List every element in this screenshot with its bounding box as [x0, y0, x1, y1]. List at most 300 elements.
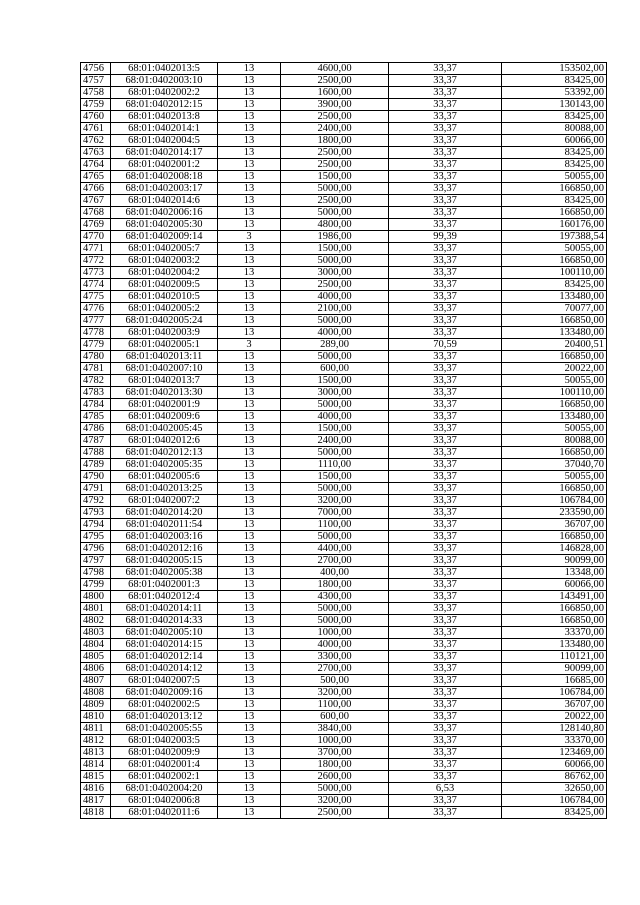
area-cell: 4000,00 — [281, 327, 389, 339]
category-code-cell: 13 — [218, 711, 281, 723]
category-code-cell: 13 — [218, 63, 281, 75]
category-code-cell: 13 — [218, 531, 281, 543]
area-cell: 5000,00 — [281, 615, 389, 627]
rate-cell: 33,37 — [389, 447, 502, 459]
area-cell: 2100,00 — [281, 303, 389, 315]
area-cell: 600,00 — [281, 363, 389, 375]
row-number-cell: 4766 — [81, 183, 111, 195]
table-row — [81, 255, 607, 267]
category-code-cell: 13 — [218, 315, 281, 327]
cadastral-number-cell: 68:01:0402003:2 — [111, 255, 218, 267]
table-row — [81, 675, 607, 687]
value-cell: 83425,00 — [502, 807, 607, 819]
table-row — [81, 723, 607, 735]
cadastral-number-cell: 68:01:0402013:12 — [111, 711, 218, 723]
area-cell: 3840,00 — [281, 723, 389, 735]
row-number-cell: 4811 — [81, 723, 111, 735]
value-cell: 166850,00 — [502, 531, 607, 543]
cadastral-number-cell: 68:01:0402013:7 — [111, 375, 218, 387]
cadastral-number-cell: 68:01:0402014:1 — [111, 123, 218, 135]
area-cell: 2700,00 — [281, 555, 389, 567]
cadastral-number-cell: 68:01:0402014:12 — [111, 663, 218, 675]
category-code-cell: 3 — [218, 231, 281, 243]
table-row — [81, 399, 607, 411]
area-cell: 1100,00 — [281, 699, 389, 711]
row-number-cell: 4781 — [81, 363, 111, 375]
value-cell: 50055,00 — [502, 423, 607, 435]
row-number-cell: 4777 — [81, 315, 111, 327]
table-row — [81, 327, 607, 339]
area-cell: 1986,00 — [281, 231, 389, 243]
area-cell: 3000,00 — [281, 267, 389, 279]
cadastral-number-cell: 68:01:0402013:11 — [111, 351, 218, 363]
rate-cell: 33,37 — [389, 543, 502, 555]
row-number-cell: 4790 — [81, 471, 111, 483]
area-cell: 5000,00 — [281, 483, 389, 495]
category-code-cell: 13 — [218, 555, 281, 567]
category-code-cell: 13 — [218, 543, 281, 555]
category-code-cell: 13 — [218, 159, 281, 171]
category-code-cell: 3 — [218, 339, 281, 351]
row-number-cell: 4775 — [81, 291, 111, 303]
table-row — [81, 183, 607, 195]
value-cell: 50055,00 — [502, 171, 607, 183]
area-cell: 4600,00 — [281, 63, 389, 75]
area-cell: 1600,00 — [281, 87, 389, 99]
cadastral-number-cell: 68:01:0402003:17 — [111, 183, 218, 195]
row-number-cell: 4773 — [81, 267, 111, 279]
rate-cell: 33,37 — [389, 315, 502, 327]
rate-cell: 33,37 — [389, 687, 502, 699]
rate-cell: 33,37 — [389, 423, 502, 435]
category-code-cell: 13 — [218, 579, 281, 591]
value-cell: 83425,00 — [502, 279, 607, 291]
cadastral-number-cell: 68:01:0402003:10 — [111, 75, 218, 87]
row-number-cell: 4779 — [81, 339, 111, 351]
table-row — [81, 699, 607, 711]
rate-cell: 33,37 — [389, 87, 502, 99]
row-number-cell: 4759 — [81, 99, 111, 111]
category-code-cell: 13 — [218, 615, 281, 627]
table-row — [81, 291, 607, 303]
value-cell: 128140,80 — [502, 723, 607, 735]
category-code-cell: 13 — [218, 363, 281, 375]
table-row — [81, 315, 607, 327]
row-number-cell: 4814 — [81, 759, 111, 771]
category-code-cell: 13 — [218, 759, 281, 771]
area-cell: 400,00 — [281, 567, 389, 579]
value-cell: 60066,00 — [502, 759, 607, 771]
rate-cell: 33,37 — [389, 159, 502, 171]
area-cell: 5000,00 — [281, 531, 389, 543]
table-row — [81, 447, 607, 459]
table-row — [81, 135, 607, 147]
rate-cell: 33,37 — [389, 411, 502, 423]
area-cell: 2500,00 — [281, 279, 389, 291]
value-cell: 146828,00 — [502, 543, 607, 555]
category-code-cell: 13 — [218, 627, 281, 639]
value-cell: 20022,00 — [502, 363, 607, 375]
area-cell: 5000,00 — [281, 603, 389, 615]
value-cell: 166850,00 — [502, 183, 607, 195]
rate-cell: 33,37 — [389, 507, 502, 519]
value-cell: 83425,00 — [502, 147, 607, 159]
value-cell: 166850,00 — [502, 399, 607, 411]
row-number-cell: 4808 — [81, 687, 111, 699]
row-number-cell: 4771 — [81, 243, 111, 255]
rate-cell: 33,37 — [389, 219, 502, 231]
category-code-cell: 13 — [218, 279, 281, 291]
table-row — [81, 627, 607, 639]
category-code-cell: 13 — [218, 243, 281, 255]
rate-cell: 33,37 — [389, 303, 502, 315]
cadastral-number-cell: 68:01:0402014:6 — [111, 195, 218, 207]
table-row — [81, 555, 607, 567]
area-cell: 5000,00 — [281, 783, 389, 795]
row-number-cell: 4809 — [81, 699, 111, 711]
cadastral-number-cell: 68:01:0402005:1 — [111, 339, 218, 351]
cadastral-number-cell: 68:01:0402014:11 — [111, 603, 218, 615]
row-number-cell: 4760 — [81, 111, 111, 123]
category-code-cell: 13 — [218, 303, 281, 315]
table-row — [81, 519, 607, 531]
area-cell: 5000,00 — [281, 399, 389, 411]
area-cell: 1500,00 — [281, 471, 389, 483]
row-number-cell: 4782 — [81, 375, 111, 387]
rate-cell: 33,37 — [389, 579, 502, 591]
rate-cell: 33,37 — [389, 267, 502, 279]
value-cell: 166850,00 — [502, 615, 607, 627]
table-row — [81, 207, 607, 219]
row-number-cell: 4767 — [81, 195, 111, 207]
rate-cell: 33,37 — [389, 435, 502, 447]
table-row — [81, 807, 607, 819]
category-code-cell: 13 — [218, 807, 281, 819]
rate-cell: 33,37 — [389, 195, 502, 207]
category-code-cell: 13 — [218, 375, 281, 387]
rate-cell: 33,37 — [389, 519, 502, 531]
table-row — [81, 579, 607, 591]
rate-cell: 33,37 — [389, 615, 502, 627]
row-number-cell: 4778 — [81, 327, 111, 339]
cadastral-number-cell: 68:01:0402001:2 — [111, 159, 218, 171]
category-code-cell: 13 — [218, 783, 281, 795]
category-code-cell: 13 — [218, 723, 281, 735]
category-code-cell: 13 — [218, 795, 281, 807]
category-code-cell: 13 — [218, 747, 281, 759]
table-row — [81, 303, 607, 315]
table-row — [81, 339, 607, 351]
row-number-cell: 4798 — [81, 567, 111, 579]
cadastral-number-cell: 68:01:0402010:5 — [111, 291, 218, 303]
table-row — [81, 63, 607, 75]
value-cell: 160176,00 — [502, 219, 607, 231]
table-row — [81, 759, 607, 771]
table-row — [81, 711, 607, 723]
table-row — [81, 99, 607, 111]
category-code-cell: 13 — [218, 699, 281, 711]
cadastral-number-cell: 68:01:0402009:9 — [111, 747, 218, 759]
table-row — [81, 747, 607, 759]
category-code-cell: 13 — [218, 507, 281, 519]
row-number-cell: 4780 — [81, 351, 111, 363]
category-code-cell: 13 — [218, 591, 281, 603]
table-row — [81, 603, 607, 615]
cadastral-number-cell: 68:01:0402005:10 — [111, 627, 218, 639]
rate-cell: 33,37 — [389, 351, 502, 363]
category-code-cell: 13 — [218, 567, 281, 579]
cadastral-number-cell: 68:01:0402013:8 — [111, 111, 218, 123]
area-cell: 3300,00 — [281, 651, 389, 663]
value-cell: 70077,00 — [502, 303, 607, 315]
row-number-cell: 4794 — [81, 519, 111, 531]
rate-cell: 33,37 — [389, 183, 502, 195]
table-row — [81, 531, 607, 543]
row-number-cell: 4787 — [81, 435, 111, 447]
cadastral-number-cell: 68:01:0402001:9 — [111, 399, 218, 411]
area-cell: 2500,00 — [281, 75, 389, 87]
rate-cell: 99,39 — [389, 231, 502, 243]
table-row — [81, 231, 607, 243]
area-cell: 2700,00 — [281, 663, 389, 675]
category-code-cell: 13 — [218, 267, 281, 279]
category-code-cell: 13 — [218, 447, 281, 459]
table-row — [81, 363, 607, 375]
row-number-cell: 4791 — [81, 483, 111, 495]
area-cell: 2400,00 — [281, 435, 389, 447]
table-row — [81, 411, 607, 423]
rate-cell: 33,37 — [389, 111, 502, 123]
category-code-cell: 13 — [218, 471, 281, 483]
rate-cell: 33,37 — [389, 531, 502, 543]
row-number-cell: 4802 — [81, 615, 111, 627]
row-number-cell: 4792 — [81, 495, 111, 507]
value-cell: 20400,51 — [502, 339, 607, 351]
rate-cell: 33,37 — [389, 567, 502, 579]
table-row — [81, 435, 607, 447]
value-cell: 166850,00 — [502, 351, 607, 363]
rate-cell: 33,37 — [389, 555, 502, 567]
cadastral-number-cell: 68:01:0402005:7 — [111, 243, 218, 255]
cadastral-number-cell: 68:01:0402003:9 — [111, 327, 218, 339]
rate-cell: 70,59 — [389, 339, 502, 351]
value-cell: 143491,00 — [502, 591, 607, 603]
cadastral-number-cell: 68:01:0402005:6 — [111, 471, 218, 483]
row-number-cell: 4757 — [81, 75, 111, 87]
cadastral-number-cell: 68:01:0402014:15 — [111, 639, 218, 651]
area-cell: 2500,00 — [281, 195, 389, 207]
cadastral-number-cell: 68:01:0402013:25 — [111, 483, 218, 495]
value-cell: 83425,00 — [502, 75, 607, 87]
category-code-cell: 13 — [218, 111, 281, 123]
cadastral-number-cell: 68:01:0402012:14 — [111, 651, 218, 663]
value-cell: 50055,00 — [502, 471, 607, 483]
rate-cell: 33,37 — [389, 207, 502, 219]
rate-cell: 33,37 — [389, 663, 502, 675]
cadastral-number-cell: 68:01:0402009:14 — [111, 231, 218, 243]
row-number-cell: 4776 — [81, 303, 111, 315]
value-cell: 83425,00 — [502, 195, 607, 207]
table-row — [81, 387, 607, 399]
category-code-cell: 13 — [218, 483, 281, 495]
rate-cell: 33,37 — [389, 723, 502, 735]
row-number-cell: 4793 — [81, 507, 111, 519]
rate-cell: 33,37 — [389, 759, 502, 771]
cadastral-number-cell: 68:01:0402007:2 — [111, 495, 218, 507]
area-cell: 5000,00 — [281, 255, 389, 267]
value-cell: 20022,00 — [502, 711, 607, 723]
category-code-cell: 13 — [218, 147, 281, 159]
row-number-cell: 4818 — [81, 807, 111, 819]
cadastral-number-cell: 68:01:0402012:4 — [111, 591, 218, 603]
rate-cell: 33,37 — [389, 603, 502, 615]
cadastral-number-cell: 68:01:0402012:13 — [111, 447, 218, 459]
area-cell: 1110,00 — [281, 459, 389, 471]
value-cell: 166850,00 — [502, 255, 607, 267]
cadastral-value-table — [80, 62, 607, 819]
value-cell: 60066,00 — [502, 135, 607, 147]
rate-cell: 6,53 — [389, 783, 502, 795]
table-row — [81, 687, 607, 699]
category-code-cell: 13 — [218, 255, 281, 267]
area-cell: 7000,00 — [281, 507, 389, 519]
area-cell: 3200,00 — [281, 687, 389, 699]
rate-cell: 33,37 — [389, 459, 502, 471]
value-cell: 153502,00 — [502, 63, 607, 75]
value-cell: 32650,00 — [502, 783, 607, 795]
value-cell: 86762,00 — [502, 771, 607, 783]
row-number-cell: 4769 — [81, 219, 111, 231]
row-number-cell: 4815 — [81, 771, 111, 783]
table-row — [81, 543, 607, 555]
area-cell: 2500,00 — [281, 159, 389, 171]
area-cell: 1500,00 — [281, 423, 389, 435]
cadastral-number-cell: 68:01:0402002:2 — [111, 87, 218, 99]
rate-cell: 33,37 — [389, 147, 502, 159]
rate-cell: 33,37 — [389, 807, 502, 819]
rate-cell: 33,37 — [389, 591, 502, 603]
row-number-cell: 4816 — [81, 783, 111, 795]
cadastral-number-cell: 68:01:0402004:2 — [111, 267, 218, 279]
area-cell: 2400,00 — [281, 123, 389, 135]
category-code-cell: 13 — [218, 735, 281, 747]
row-number-cell: 4772 — [81, 255, 111, 267]
area-cell: 3700,00 — [281, 747, 389, 759]
cadastral-number-cell: 68:01:0402005:2 — [111, 303, 218, 315]
value-cell: 37040,70 — [502, 459, 607, 471]
table-row — [81, 591, 607, 603]
rate-cell: 33,37 — [389, 363, 502, 375]
area-cell: 1500,00 — [281, 171, 389, 183]
category-code-cell: 13 — [218, 663, 281, 675]
value-cell: 53392,00 — [502, 87, 607, 99]
table-row — [81, 159, 607, 171]
area-cell: 2500,00 — [281, 111, 389, 123]
value-cell: 106784,00 — [502, 495, 607, 507]
category-code-cell: 13 — [218, 99, 281, 111]
cadastral-number-cell: 68:01:0402006:8 — [111, 795, 218, 807]
rate-cell: 33,37 — [389, 483, 502, 495]
cadastral-number-cell: 68:01:0402011:6 — [111, 807, 218, 819]
table-row — [81, 783, 607, 795]
category-code-cell: 13 — [218, 675, 281, 687]
cadastral-number-cell: 68:01:0402001:4 — [111, 759, 218, 771]
category-code-cell: 13 — [218, 123, 281, 135]
table-row — [81, 615, 607, 627]
category-code-cell: 13 — [218, 291, 281, 303]
cadastral-number-cell: 68:01:0402006:16 — [111, 207, 218, 219]
table-row — [81, 219, 607, 231]
area-cell: 2600,00 — [281, 771, 389, 783]
value-cell: 133480,00 — [502, 291, 607, 303]
area-cell: 2500,00 — [281, 807, 389, 819]
rate-cell: 33,37 — [389, 291, 502, 303]
row-number-cell: 4796 — [81, 543, 111, 555]
cadastral-number-cell: 68:01:0402013:30 — [111, 387, 218, 399]
value-cell: 36707,00 — [502, 519, 607, 531]
cadastral-number-cell: 68:01:0402013:5 — [111, 63, 218, 75]
area-cell: 4400,00 — [281, 543, 389, 555]
area-cell: 500,00 — [281, 675, 389, 687]
category-code-cell: 13 — [218, 495, 281, 507]
value-cell: 130143,00 — [502, 99, 607, 111]
category-code-cell: 13 — [218, 399, 281, 411]
cadastral-number-cell: 68:01:0402002:1 — [111, 771, 218, 783]
row-number-cell: 4795 — [81, 531, 111, 543]
category-code-cell: 13 — [218, 771, 281, 783]
value-cell: 197388,54 — [502, 231, 607, 243]
rate-cell: 33,37 — [389, 771, 502, 783]
cadastral-number-cell: 68:01:0402007:10 — [111, 363, 218, 375]
area-cell: 1800,00 — [281, 579, 389, 591]
row-number-cell: 4799 — [81, 579, 111, 591]
cadastral-number-cell: 68:01:0402005:45 — [111, 423, 218, 435]
row-number-cell: 4807 — [81, 675, 111, 687]
category-code-cell: 13 — [218, 687, 281, 699]
area-cell: 1800,00 — [281, 135, 389, 147]
value-cell: 33370,00 — [502, 627, 607, 639]
row-number-cell: 4762 — [81, 135, 111, 147]
rate-cell: 33,37 — [389, 123, 502, 135]
row-number-cell: 4770 — [81, 231, 111, 243]
document-page — [80, 62, 607, 819]
value-cell: 50055,00 — [502, 375, 607, 387]
row-number-cell: 4804 — [81, 639, 111, 651]
value-cell: 166850,00 — [502, 483, 607, 495]
area-cell: 5000,00 — [281, 351, 389, 363]
rate-cell: 33,37 — [389, 243, 502, 255]
rate-cell: 33,37 — [389, 675, 502, 687]
row-number-cell: 4774 — [81, 279, 111, 291]
value-cell: 33370,00 — [502, 735, 607, 747]
rate-cell: 33,37 — [389, 627, 502, 639]
rate-cell: 33,37 — [389, 75, 502, 87]
value-cell: 36707,00 — [502, 699, 607, 711]
row-number-cell: 4797 — [81, 555, 111, 567]
rate-cell: 33,37 — [389, 255, 502, 267]
table-row — [81, 279, 607, 291]
table-row — [81, 111, 607, 123]
row-number-cell: 4764 — [81, 159, 111, 171]
row-number-cell: 4786 — [81, 423, 111, 435]
table-row — [81, 75, 607, 87]
value-cell: 133480,00 — [502, 411, 607, 423]
area-cell: 600,00 — [281, 711, 389, 723]
rate-cell: 33,37 — [389, 99, 502, 111]
row-number-cell: 4806 — [81, 663, 111, 675]
cadastral-number-cell: 68:01:0402005:15 — [111, 555, 218, 567]
area-cell: 4000,00 — [281, 411, 389, 423]
